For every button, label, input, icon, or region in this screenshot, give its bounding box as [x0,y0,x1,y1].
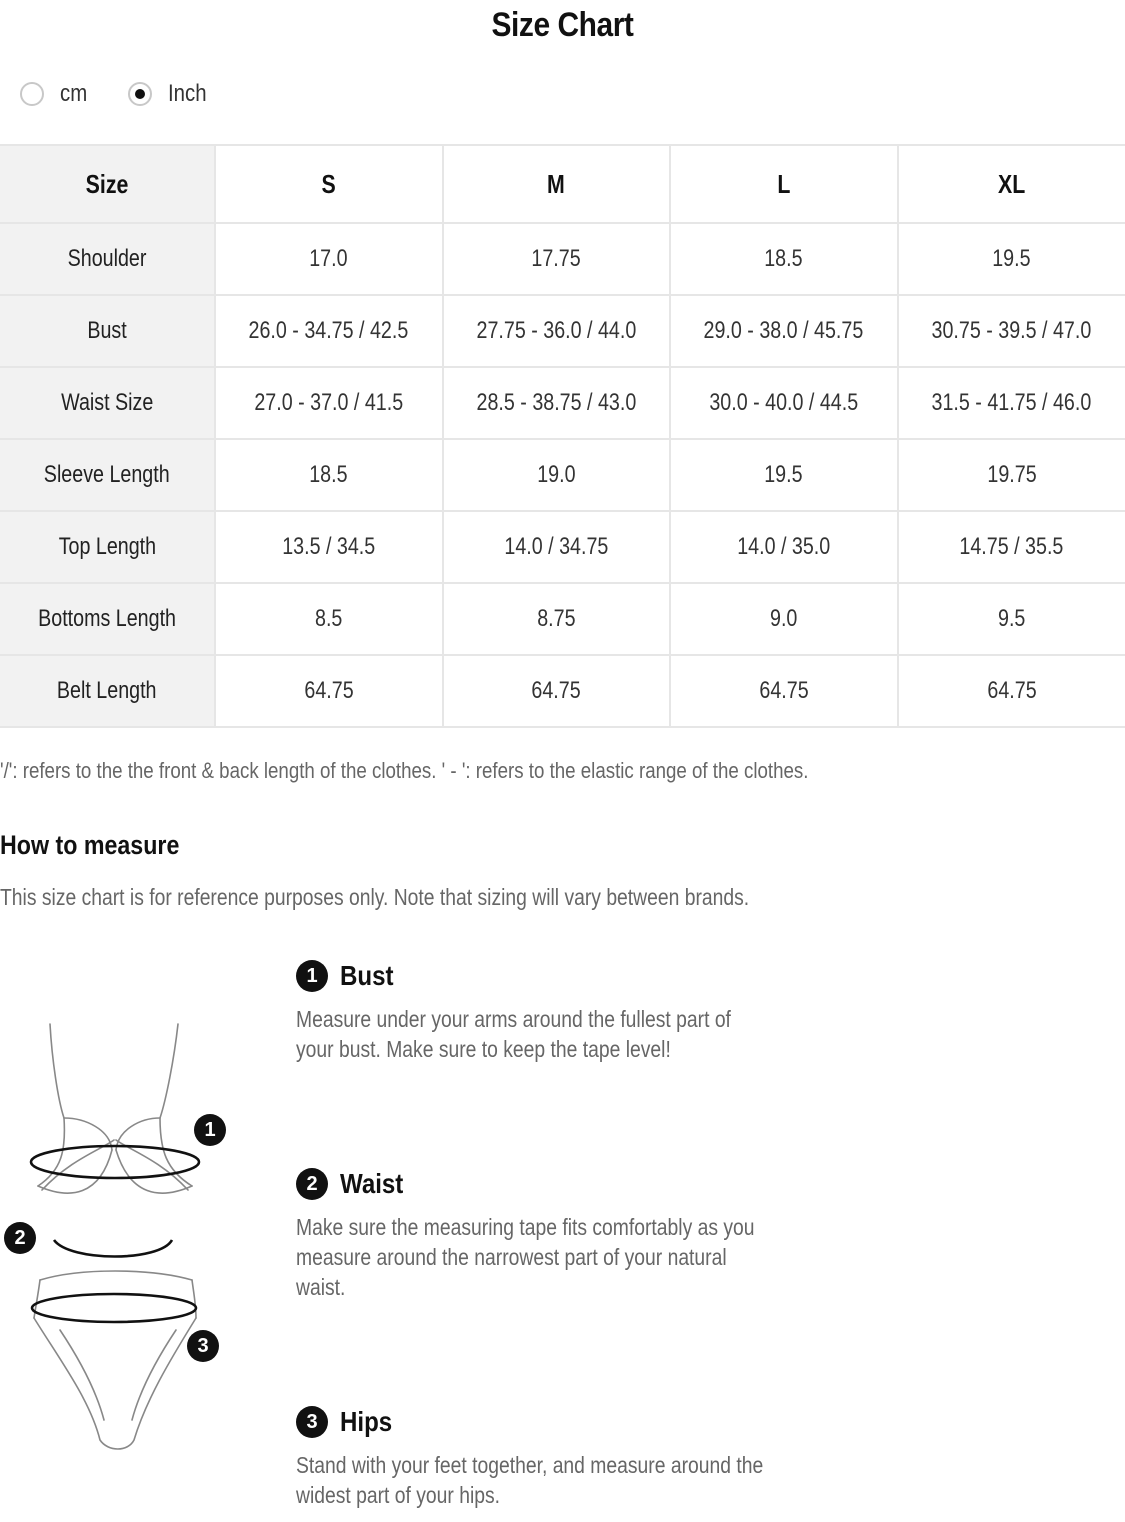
hips-marker-badge: 3 [187,1330,219,1362]
table-row [0,583,1125,655]
table-header-row [0,145,1125,223]
table-cell: 8.5 [215,583,443,655]
header-cell-size: Size [0,145,215,223]
table-cell: 17.75 [443,223,671,295]
waist-marker-badge: 2 [4,1222,36,1254]
table-cell: 26.0 - 34.75 / 42.5 [215,295,443,367]
table-row [0,655,1125,727]
header-cell-xl: XL [898,145,1125,223]
table-row [0,223,1125,295]
measurement-illustration [0,1000,250,1475]
table-cell: 13.5 / 34.5 [215,511,443,583]
table-cell: 19.5 [670,439,898,511]
step-number-badge: 3 [296,1406,328,1438]
table-cell: 9.5 [898,583,1125,655]
header-cell-m: M [443,145,671,223]
table-cell: 27.0 - 37.0 / 41.5 [215,367,443,439]
table-row [0,295,1125,367]
table-cell: 14.0 / 34.75 [443,511,671,583]
row-label: Belt Length [0,655,215,727]
table-cell: 28.5 - 38.75 / 43.0 [443,367,671,439]
unit-option-cm[interactable] [20,80,92,108]
step-number-badge: 2 [296,1168,328,1200]
row-label: Top Length [0,511,215,583]
row-label: Waist Size [0,367,215,439]
table-cell: 8.75 [443,583,671,655]
row-label: Shoulder [0,223,215,295]
step-title: Bust [340,960,394,991]
table-cell: 17.0 [215,223,443,295]
table-cell: 64.75 [443,655,671,727]
table-cell: 19.75 [898,439,1125,511]
radio-cm[interactable] [20,82,44,106]
table-cell: 29.0 - 38.0 / 45.75 [670,295,898,367]
table-cell: 14.75 / 35.5 [898,511,1125,583]
table-cell: 64.75 [898,655,1125,727]
how-to-measure-heading: How to measure [0,830,180,860]
table-cell: 18.5 [670,223,898,295]
table-cell: 9.0 [670,583,898,655]
header-cell-s: S [215,145,443,223]
table-cell: 30.75 - 39.5 / 47.0 [898,295,1125,367]
step-title: Waist [340,1168,404,1199]
bikini-outline-illustration [0,1000,250,1470]
row-label: Sleeve Length [0,439,215,511]
table-row [0,511,1125,583]
step-title: Hips [340,1406,393,1437]
header-cell-l: L [670,145,898,223]
step-description: Make sure the measuring tape fits comfortably as you measure around the narrowest part of your natural waist. [296,1214,755,1300]
table-cell: 19.5 [898,223,1125,295]
table-cell: 31.5 - 41.75 / 46.0 [898,367,1125,439]
table-cell: 18.5 [215,439,443,511]
unit-option-inch[interactable] [128,80,213,108]
table-footnote: '/': refers to the the front & back length of the clothes. ' - ': refers to the elastic range of the clothes. [0,758,809,783]
size-chart-table [0,144,1125,728]
table-cell: 14.0 / 35.0 [670,511,898,583]
measure-step-waist [296,1168,856,1302]
table-cell: 30.0 - 40.0 / 44.5 [670,367,898,439]
page-title: Size Chart [491,6,634,44]
bust-marker-badge: 1 [194,1114,226,1146]
radio-inch[interactable] [128,82,152,106]
row-label: Bust [0,295,215,367]
unit-toggle [20,80,249,108]
table-cell: 19.0 [443,439,671,511]
table-cell: 64.75 [215,655,443,727]
table-cell: 27.75 - 36.0 / 44.0 [443,295,671,367]
step-description: Measure under your arms around the fullest part of your bust. Make sure to keep the tape level! [296,1006,731,1062]
measure-step-bust [296,960,856,1064]
step-number-badge: 1 [296,960,328,992]
table-row [0,367,1125,439]
step-description: Stand with your feet together, and measure around the widest part of your hips. [296,1452,764,1508]
how-to-measure-intro: This size chart is for reference purposes only. Note that sizing will vary between brands. [0,884,750,910]
unit-label-inch: Inch [168,80,207,107]
table-row [0,439,1125,511]
row-label: Bottoms Length [0,583,215,655]
unit-label-cm: cm [60,80,88,107]
measure-step-hips [296,1406,856,1510]
table-cell: 64.75 [670,655,898,727]
